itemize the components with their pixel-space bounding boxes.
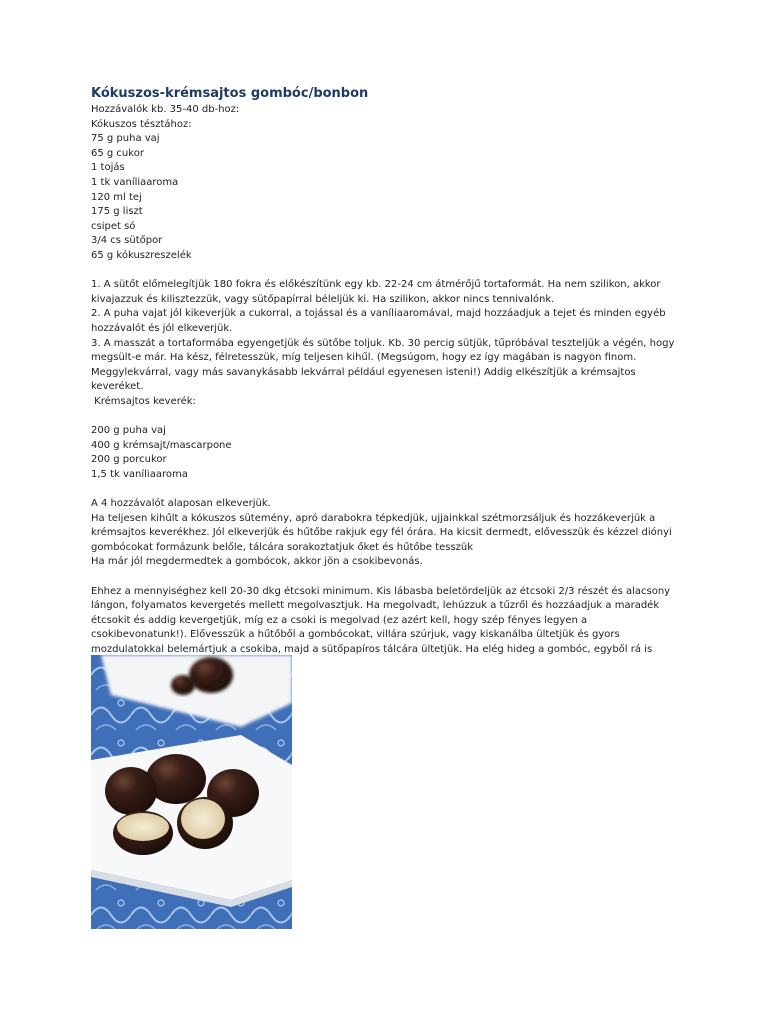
bonbon-photo [91, 655, 292, 929]
ingredient-item: csipet só [91, 220, 136, 232]
step-paragraph: 2. A puha vajat jól kikeverjük a cukorral, a tojással és a vaníliaaromával, majd hozzáadjuk a tejet és minden egyéb hozzávalót és jól elkeverjük. [91, 308, 666, 334]
recipe-title: Kókuszos-krémsajtos gombóc/bonbon [91, 86, 369, 101]
cream-ingredient-list [91, 424, 681, 482]
step-paragraph: A 4 hozzávalót alaposan elkeverjük. [91, 498, 271, 510]
ingredient-item: 400 g krémsajt/mascarpone [91, 439, 232, 451]
ingredient-item: 1 tk vaníliaaroma [91, 176, 179, 188]
dough-ingredient-list [91, 132, 681, 263]
ingredient-item: 65 g kókuszreszelék [91, 249, 192, 261]
servings-line: Hozzávalók kb. 35-40 db-hoz: [91, 104, 240, 115]
step-paragraph: 1. A sütőt előmelegítjük 180 fokra és előkészítünk egy kb. 22-24 cm átmérőjű tortaformát. Ha nem szilikon, akkor kivajazzuk és kilisztezzük, vagy sütőpapírral béleljük ki. Ha szilikon, akkor nincs tennivalónk. [91, 279, 661, 305]
step-paragraph: Ehhez a mennyiséghez kell 20-30 dkg étcsoki minimum. Kis lábasba beletördeljük az étcsoki 2/3 részét és alacsony lángon, folyamatos kevergetés mellett megolvasztjuk. Ha megolvadt, lehúzzuk a tűzről és hozzáadjuk a maradék étcsokit és addig kevergetjük, míg ez a csoki is megolvad (ez azért kell, hogy szép fényes legyen a csokibevonatunk!). Elővesszük a hűtőből a gombócokat, villára szúrjuk, vagy kiskanálba ültetjük és gyors mozdulatokkal belemártjuk a csokiba, majd a sütőpapíros tálcára ültetjük. Ha elég hideg a gombóc, egyből rá is [91, 585, 671, 655]
ingredient-item: 65 g cukor [91, 147, 144, 159]
step-paragraph: Ha teljesen kihűlt a kókuszos sütemény, apró darabokra tépkedjük, ujjainkkal szétmorzsáljuk és hozzákeverjük a krémsajtos keverékhez. Jól elkeverjük és hűtőbe rakjuk egy fél órára. Ha kicsit dermedt, elővesszük és kézzel diónyi gombócokat formázunk belőle, tálcára sorakoztatjuk őket és hűtőbe tesszük [91, 512, 672, 553]
ingredient-item: 120 ml tej [91, 191, 142, 203]
ingredient-item: 175 g liszt [91, 206, 143, 218]
step-paragraph: Ha már jól megdermedtek a gombócok, akkor jön a csokibevonás. [91, 556, 423, 568]
step-paragraph: 3. A masszát a tortaformába egyengetjük és sütőbe toljuk. Kb. 30 percig sütjük, tűpróbával teszteljük a végén, hogy megsült-e már. Ha kész, félretesszük, míg teljesen kihűl. (Megsúgom, hogy ez így magában is nagyon finom. Meggylekvárral, vagy más savanykásabb lekvárral például egyenesen isteni!) Addig elkészítjük a krémsajtos keveréket. [91, 337, 675, 393]
ingredient-item: 1 tojás [91, 162, 125, 174]
cream-heading: Krémsajtos keverék: [91, 395, 196, 407]
ingredient-item: 1,5 tk vaníliaaroma [91, 468, 188, 480]
dough-heading: Kókuszos tésztához: [91, 118, 192, 130]
ingredient-item: 75 g puha vaj [91, 133, 160, 145]
ingredient-item: 200 g puha vaj [91, 425, 166, 437]
ingredient-item: 3/4 cs sütőpor [91, 235, 163, 247]
recipe-document [91, 86, 681, 672]
ingredient-item: 200 g porcukor [91, 454, 167, 466]
